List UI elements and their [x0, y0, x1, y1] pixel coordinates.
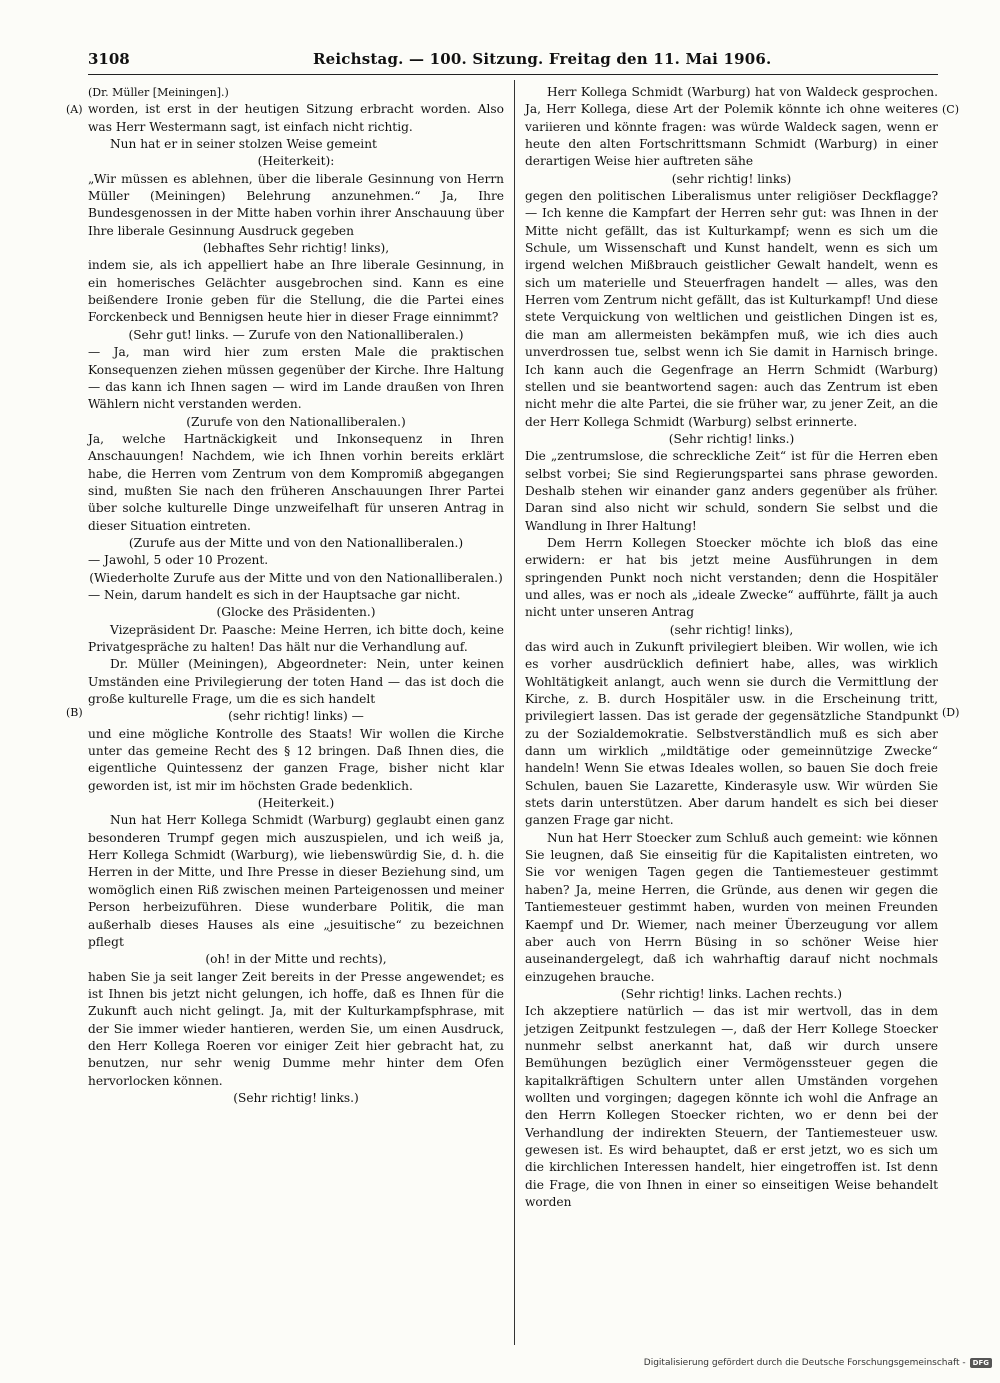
- paragraph: und eine mögliche Kontrolle des Staats! Wir wollen die Kirche unter das gemeine Recht des § 12 bringen. Daß Ihnen dies, die eigentliche Quintessenz der ganzen Frage, bisher nicht klar geworden ist, ist mir im höchsten Grade bedenklich.: [88, 726, 504, 793]
- paragraph: Dr. Müller (Meiningen), Abgeordneter: Nein, unter keinen Umständen eine Privilegierung der toten Hand — das ist doch die große kulturelle Frage, um die es sich handelt: [88, 657, 504, 707]
- footer-text: Digitalisierung gefördert durch die Deutsche Forschungsgemeinschaft -: [643, 1358, 966, 1368]
- paragraph: Ja, welche Hartnäckigkeit und Inkonsequenz in Ihren Anschauungen! Nachdem, wie ich Ihnen vorhin bereits erklärt habe, die Herren vom Zentrum von dem Kompromiß abgegangen sind, mußten Sie nach den früheren Anschauungen Ihrer Partei über solche kulturelle Dinge unzweifelhaft für unseren Antrag in dieser Situation eintreten.: [88, 431, 504, 533]
- interjection: (Zurufe aus der Mitte und von den Nationalliberalen.): [128, 535, 464, 550]
- margin-marker-c: (C): [942, 103, 959, 116]
- paragraph: Dem Herrn Kollegen Stoecker möchte ich bloß das eine erwidern: er hat bis jetzt meine Ausführungen in dem springenden Punkt noch nicht verstanden; denn die Hospitäler und alles, was er noch als „ideale Zwecke“ aufführte, fällt ja auch nicht unter unseren Antrag: [525, 535, 938, 620]
- paragraph: haben Sie ja seit langer Zeit bereits in der Presse angewendet; es ist Ihnen bis jetzt nicht gelungen, ich hoffe, daß es Ihnen für die Zukunft auch nicht gelingt. Ja, mit der Kulturkampfsphrase, mit der Sie immer wieder hantieren, werden Sie, um einen Ausdruck, den Herr Kollega Roeren vor einiger Zeit hier gebracht hat, zu benutzen, nur sehr wenig Dumme mehr hinter dem Ofen hervorlocken können.: [88, 969, 504, 1088]
- right-column: [525, 84, 938, 1211]
- interjection: (Heiterkeit):: [257, 154, 335, 169]
- left-column: [88, 84, 504, 1107]
- interjection: (Sehr richtig! links. Lachen rechts.): [620, 986, 843, 1001]
- paragraph: Herr Kollega Schmidt (Warburg) hat von Waldeck gesprochen. Ja, Herr Kollega, diese Art der Polemik könnte ich ohne weiteres variieren und könnte fragen: was würde Waldeck sagen, wenn er heute den alten Fortschrittsmann Schmidt (Warburg) in einer derartigen Weise hier auftreten sähe: [525, 85, 938, 169]
- interjection: (Zurufe von den Nationalliberalen.): [186, 414, 406, 429]
- margin-marker-a: (A): [66, 103, 83, 116]
- paragraph: Vizepräsident Dr. Paasche: Meine Herren, ich bitte doch, keine Privatgespräche zu halten! Das hält nur die Verhandlung auf.: [88, 622, 504, 654]
- paragraph: Nun hat er in seiner stolzen Weise gemeint: [110, 137, 377, 152]
- interjection: (sehr richtig! links): [671, 171, 792, 186]
- paragraph: indem sie, als ich appelliert habe an Ihre liberale Gesinnung, in ein homerisches Gelächter ausgebrochen sind. Kann es eine beißendere Ironie geben für die Stellung, die die Partei eines Forckenbeck und Bennigsen heute hier in dieser Frage einnimmt?: [88, 258, 504, 325]
- interjection: (Heiterkeit.): [257, 796, 335, 811]
- paragraph: Ich akzeptiere natürlich — das ist mir wertvoll, das in dem jetzigen Zeitpunkt festzulegen —, daß der Herr Kollege Stoecker nunmehr selbst anerkannt hat, daß wir durch unsere Bemühungen bezüglich einer Vermögenssteuer gegen die kapitalkräftigen Schultern unter allen Umständen vorgehen wollten und vorgingen; dagegen könnte ich wohl die Anfrage an den Herrn Kollegen Stoecker richten, wo er denn bei der Verhandlung der indirekten Steuern, der Tantiemesteuer usw. gewesen ist. Es wird behauptet, daß er erst jetzt, wo es sich um die kirchlichen Interessen handelt, hier eingetroffen ist. Ist denn die Frage, die von Ihnen in einer so einseitigen Weise behandelt worden: [525, 1004, 938, 1209]
- paragraph: Nun hat Herr Stoecker zum Schluß auch gemeint: wie können Sie leugnen, daß Sie einseitig für die Kapitalisten eintreten, wo Sie vor wenigen Tagen gegen die Tantiemesteuer gestimmt haben? Ja, meine Herren, die Gründe, aus denen wir gegen die Tantiemesteuer gestimmt haben, wurden von meinen Freunden Kaempf und Dr. Wiemer, nach meiner Überzeugung vor allem aber auch von Herrn Büsing in so schöner Weise hier auseinandergelegt, daß ich wahrhaftig darauf nicht nochmals einzugehen brauche.: [525, 830, 938, 984]
- paragraph: — Jawohl, 5 oder 10 Prozent.: [88, 553, 269, 568]
- paragraph: — Nein, darum handelt es sich in der Hauptsache gar nicht.: [88, 587, 461, 602]
- interjection: (sehr richtig! links) —: [228, 709, 364, 724]
- page-number: 3108: [88, 50, 130, 68]
- margin-marker-b: (B): [66, 706, 83, 719]
- dfg-logo: DFG: [970, 1358, 992, 1368]
- header-rule: [88, 74, 938, 75]
- page-header: [88, 50, 938, 72]
- interjection: (Wiederholte Zurufe aus der Mitte und von den Nationalliberalen.): [89, 570, 503, 585]
- paragraph: worden, ist erst in der heutigen Sitzung erbracht worden. Also was Herr Westermann sagt, ist einfach nicht richtig.: [88, 102, 504, 134]
- column-divider: [514, 80, 515, 1345]
- footer: [0, 1358, 992, 1368]
- interjection: (lebhaftes Sehr richtig! links),: [202, 241, 390, 256]
- interjection: (Sehr gut! links. — Zurufe von den Nationalliberalen.): [128, 327, 464, 342]
- interjection: (Sehr richtig! links.): [233, 1090, 359, 1105]
- paragraph: „Wir müssen es ablehnen, über die liberale Gesinnung von Herrn Müller (Meiningen) Belehrung anzunehmen.“ Ja, Ihre Bundesgenossen in der Mitte haben vorhin ihrer Anschauung über Ihre liberale Gesinnung Ausdruck gegeben: [88, 171, 504, 238]
- paragraph: — Ja, man wird hier zum ersten Male die praktischen Konsequenzen ziehen müssen gegenüber der Kirche. Ihre Haltung — das kann ich Ihnen sagen — wird im Lande draußen von Ihren Wählern nicht verstanden werden.: [88, 345, 504, 412]
- margin-marker-d: (D): [942, 706, 960, 719]
- paragraph: Nun hat Herr Kollega Schmidt (Warburg) geglaubt einen ganz besonderen Trumpf gegen mich auszuspielen, und ich weiß ja, Herr Kollega Schmidt (Warburg), wie liebenswürdig Sie, d. h. die Herren in der Mitte, und Ihre Presse in dieser Beziehung sind, um womöglich einen Riß zwischen meinen Parteigenossen und meiner Person herbeizuführen. Diese wunderbare Politik, die man außerhalb dieses Hauses als eine „jesuitische“ zu bezeichnen pflegt: [88, 813, 504, 949]
- paragraph: Die „zentrumslose, die schreckliche Zeit“ ist für die Herren eben selbst vorbei; Sie sind Regierungspartei sans phrase geworden. Deshalb stehen wir einander ganz anders gegenüber als früher. Daran sind also nicht wir schuld, sondern Sie selbst und die Wandlung in Ihrer Haltung!: [525, 449, 938, 533]
- interjection: (sehr richtig! links),: [669, 622, 794, 637]
- paragraph: gegen den politischen Liberalismus unter religiöser Deckflagge? — Ich kenne die Kampfart der Herren sehr gut: was Ihnen in der Mitte nicht gefällt, das ist Kulturkampf; wenn es sich um die Schule, um Wissenschaft und Kunst handelt, wenn es sich um irgend welchen Mißbrauch geistlicher Gewalt handelt, wenn es sich um materielle und Steuerfragen handelt — alles, was den Herren vom Zentrum nicht gefällt, das ist Kulturkampf! Und diese stete Verquickung von weltlichen und geistlichen Dingen ist es, die man am allermeisten bekämpfen muß, wie ich dies auch unverdrossen tue, selbst wenn ich Sie damit in Harnisch bringe. Ich kann auch die Gegenfrage an Herrn Schmidt (Warburg) stellen und sie beantwortend sagen: auch das Zentrum ist eben nicht mehr die alte Partei, die sie früher war, zu jener Zeit, an die der Herr Kollega Schmidt (Warburg) selbst erinnerte.: [525, 189, 938, 429]
- interjection: (Glocke des Präsidenten.): [216, 605, 376, 620]
- speaker-tag: (Dr. Müller [Meiningen].): [88, 86, 229, 99]
- paragraph: das wird auch in Zukunft privilegiert bleiben. Wir wollen, wie ich es vorher ausdrücklich definiert habe, alles, was wirklich Wohltätigkeit anlangt, auch wenn sie durch die Vermittlung der Kirche, z. B. durch Hospitäler usw. in die Erscheinung tritt, privilegiert lassen. Das ist gerade der gegensätzliche Standpunkt zu der Sozialdemokratie. Selbstverständlich muß es sich aber dann um wirklich „mildtätige oder gemeinnützige Zwecke“ handeln! Wenn Sie etwas Ideales wollen, so bauen Sie doch freie Schulen, bauen Sie Lazarette, Kinderasyle usw. Wir würden Sie stets darin unterstützen. Aber darum handelt es sich bei dieser ganzen Frage gar nicht.: [525, 640, 938, 828]
- interjection: (Sehr richtig! links.): [668, 431, 795, 446]
- running-title: Reichstag. — 100. Sitzung. Freitag den 11. Mai 1906.: [313, 50, 772, 68]
- interjection: (oh! in der Mitte und rechts),: [205, 952, 387, 967]
